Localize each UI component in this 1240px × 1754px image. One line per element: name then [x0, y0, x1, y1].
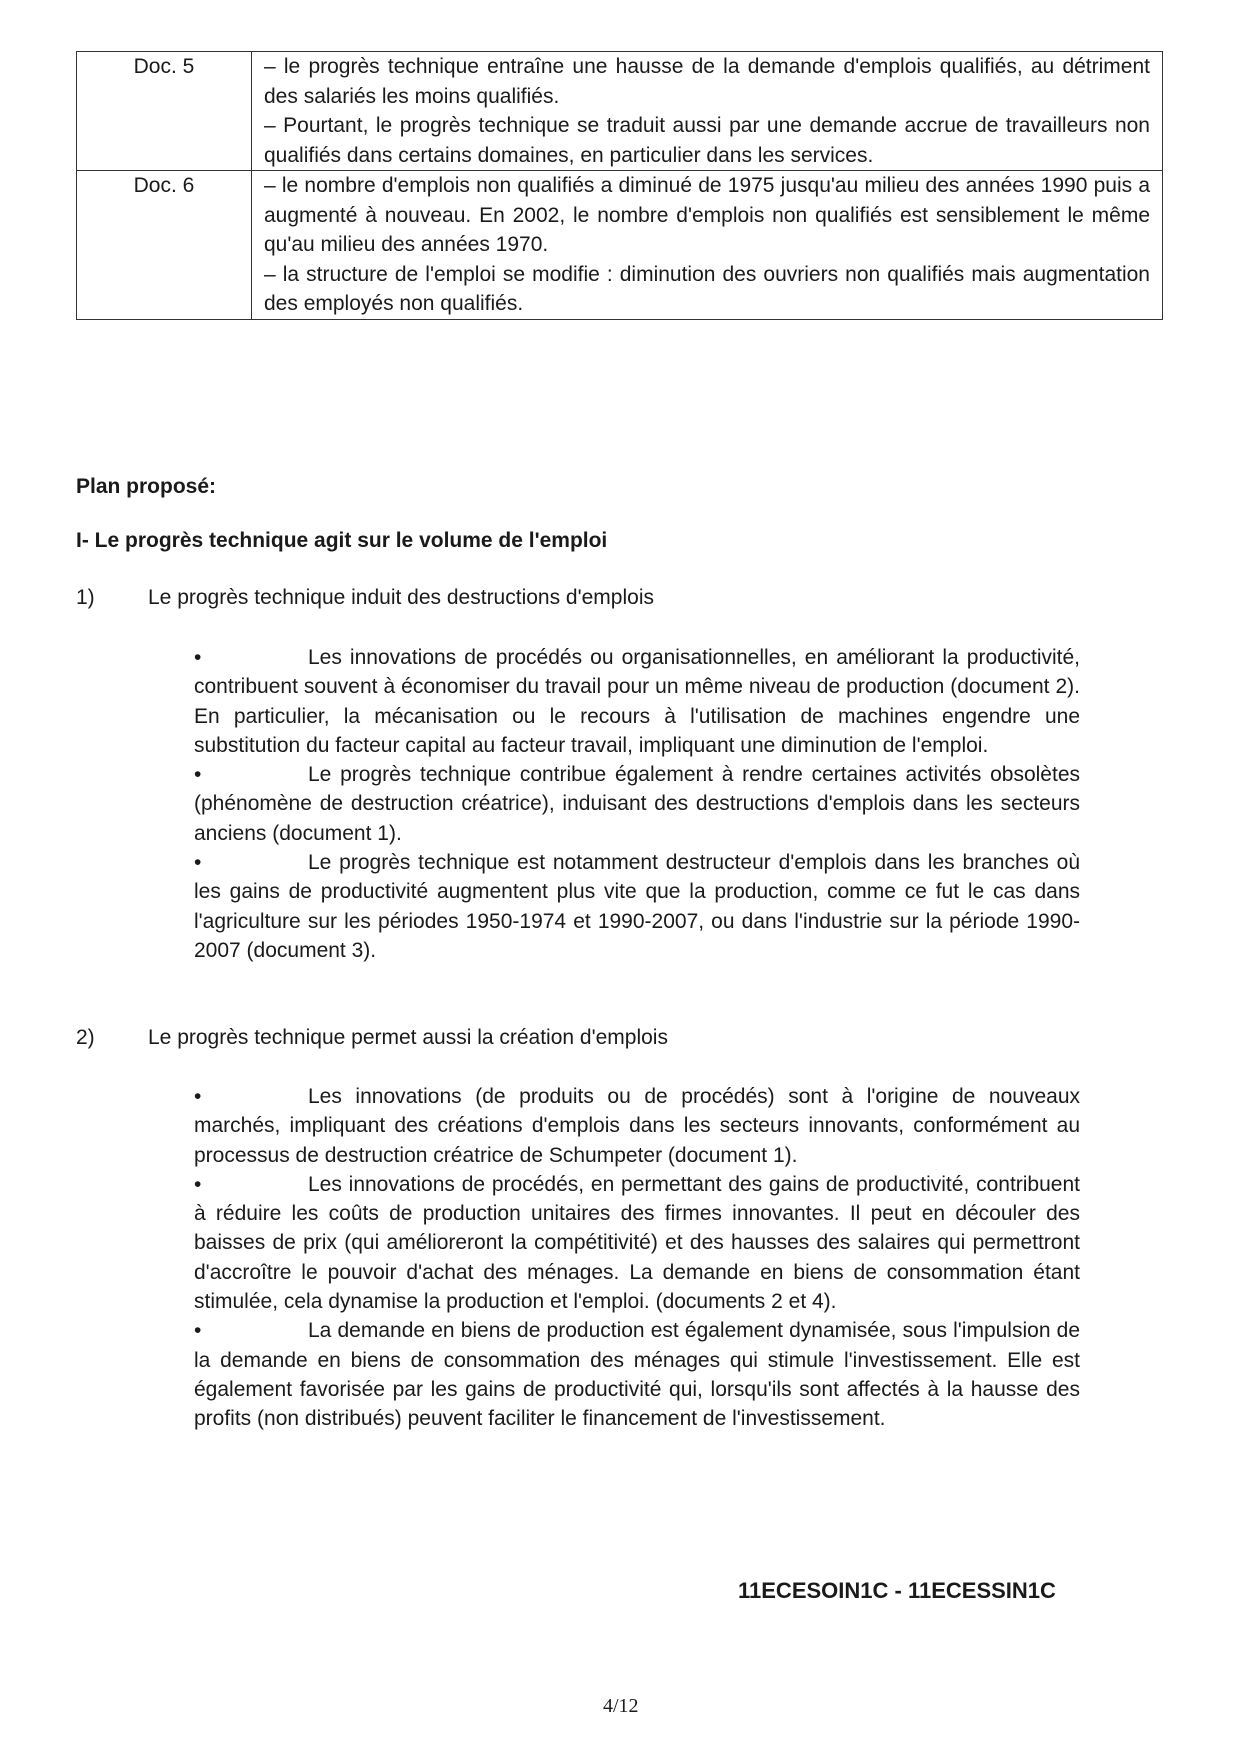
list-item: • Les innovations de procédés, en permettant des gains de productivité, contribuent à réduire les coûts de production unitaires des firmes innovantes. Il peut en découler des baisses de prix (qui amélioreront la compétitivité) et des hausses des salaires qui permettront d'accroître le pouvoir d'achat des ménages. La demande en biens de consommation étant stimulée, cela dynamise la production et l'emploi. (documents 2 et 4).	[194, 1172, 1080, 1314]
doc-label: Doc. 5	[77, 52, 252, 171]
list-item: • Les innovations de procédés ou organisationnelles, en améliorant la productivité, contribuent souvent à économiser du travail pour un même niveau de production (document 2). En particulier, la mécanisation ou le recours à l'utilisation de machines engendre une substitution du facteur capital au facteur travail, impliquant une diminution de l'emploi.	[194, 646, 1080, 757]
section-2-bullets	[194, 1082, 1080, 1434]
list-item: • La demande en biens de production est également dynamisée, sous l'impulsion de la demande en biens de consommation des ménages qui stimule l'investissement. Elle est également favorisée par les gains de productivité qui, lorsqu'ils sont affectés à la hausse des profits (non distribués) peuvent faciliter le financement de l'investissement.	[194, 1319, 1080, 1431]
section-heading: 2) Le progrès technique permet aussi la création d'emplois	[76, 1026, 668, 1049]
table-row	[77, 171, 1163, 320]
section-1-bullets	[194, 643, 1080, 965]
part-title: I- Le progrès technique agit sur le volume de l'emploi	[76, 529, 608, 552]
list-item: • Le progrès technique est notamment destructeur d'emplois dans les branches où les gains de productivité augmentent plus vite que la production, comme ce fut le cas dans l'agriculture sur les périodes 1950-1974 et 1990-2007, ou dans l'industrie sur la période 1990-2007 (document 3).	[194, 851, 1080, 962]
list-item: • Les innovations (de produits ou de procédés) sont à l'origine de nouveaux marchés, impliquant des créations d'emplois dans les secteurs innovants, conformément au processus de destruction créatrice de Schumpeter (document 1).	[194, 1085, 1080, 1167]
table-row	[77, 52, 1163, 171]
doc-label: Doc. 6	[77, 171, 252, 320]
documents-table	[76, 51, 1163, 320]
plan-title: Plan proposé:	[76, 475, 217, 498]
exam-code: 11ECESOIN1C - 11ECESSIN1C	[738, 1578, 1056, 1603]
list-item: • Le progrès technique contribue également à rendre certaines activités obsolètes (phénomène de destruction créatrice), induisant des destructions d'emplois dans les secteurs anciens (document 1).	[194, 763, 1080, 845]
section-heading: 1) Le progrès technique induit des destructions d'emplois	[76, 586, 654, 609]
doc-content: – le nombre d'emplois non qualifiés a diminué de 1975 jusqu'au milieu des années 1990 puis a augmenté à nouveau. En 2002, le nombre d'emplois non qualifiés est sensiblement le même qu'au milieu des années 1970. – la structure de l'emploi se modifie : diminution des ouvriers non qualifiés mais augmentation des employés non qualifiés.	[252, 171, 1163, 320]
doc-content: – le progrès technique entraîne une hausse de la demande d'emplois qualifiés, au détriment des salariés les moins qualifiés. – Pourtant, le progrès technique se traduit aussi par une demande accrue de travailleurs non qualifiés dans certains domaines, en particulier dans les services.	[252, 52, 1163, 171]
page-number: 4/12	[603, 1695, 639, 1717]
